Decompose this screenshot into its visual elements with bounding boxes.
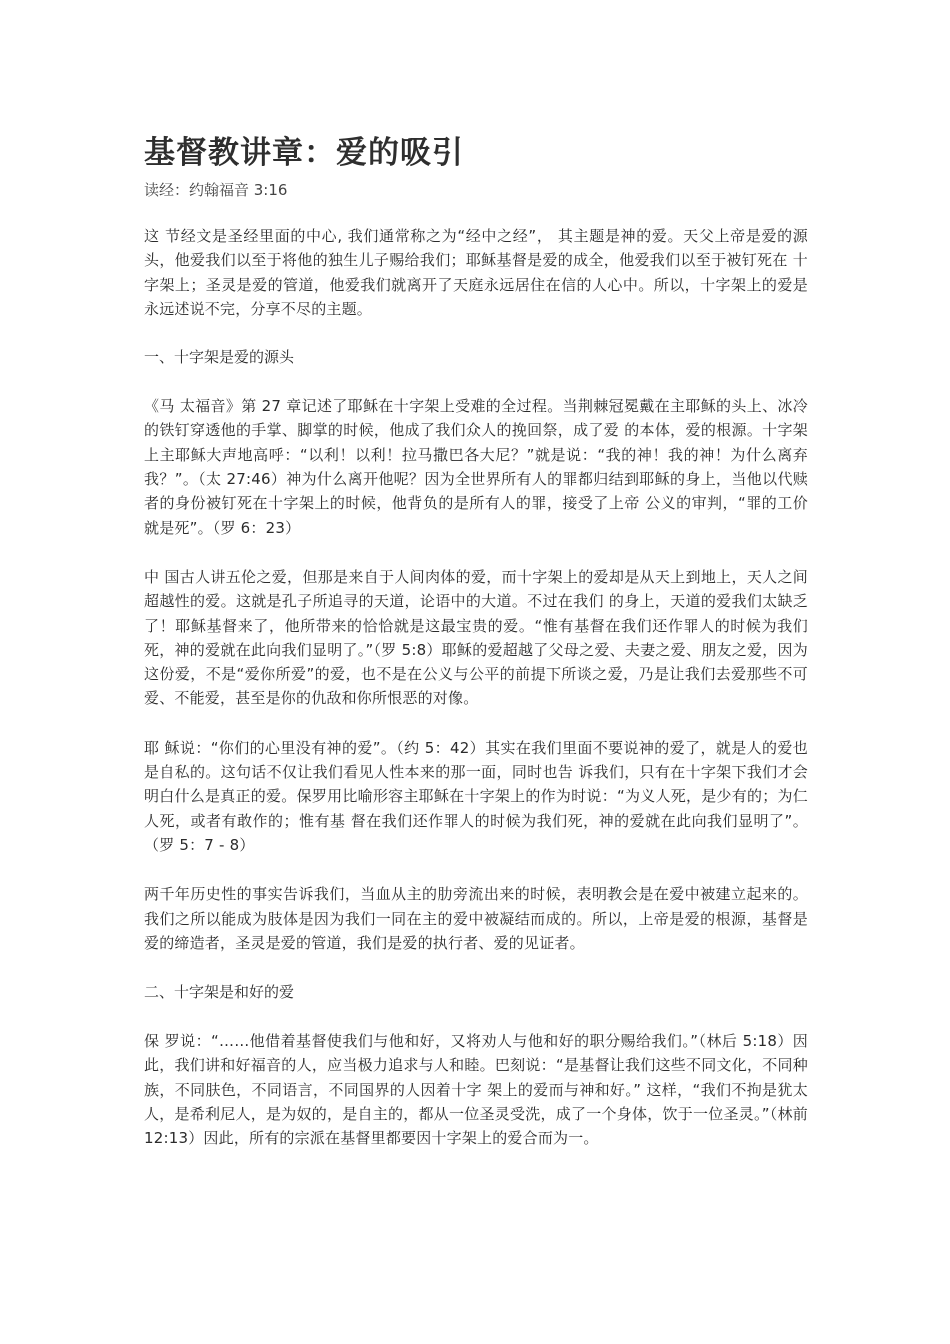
scripture-reading: 读经：约翰福音 3:16 (144, 181, 288, 199)
paragraph-body: 中 国古人讲五伦之爱，但那是来自于人间肉体的爱，而十字架上的爱却是从天上到地上，天人之间超越性的爱。这就是孔子所追寻的天道，论语中的大道。不过在我们 的身上，天道的爱我们太缺乏了！耶稣基督来了，他所带来的恰恰就是这最宝贵的爱。“惟有基督在我们还作罪人的时候为我们死，神的爱就在此向我们显明了。”（罗 5:8）耶稣的爱超越了父母之爱、夫妻之爱、朋友之爱，因为这份爱，不是“爱你所爱”的爱，也不是在公义与公平的前提下所谈之爱，乃是让我们去爱那些不可 爱、不能爱，甚至是你的仇敌和你所恨恶的对像。 (144, 567, 808, 708)
document-page (144, 134, 808, 1151)
page-title: 基督教讲章：爱的吸引 (144, 135, 464, 171)
paragraph-body: 两千年历史性的事实告诉我们，当血从主的肋旁流出来的时候，表明教会是在爱中被建立起来的。我们之所以能成为肢体是因为我们一同在主的爱中被凝结而成的。所以，上帝是爱的根源，基督是爱的缔造者，圣灵是爱的管道，我们是爱的执行者、爱的见证者。 (144, 885, 808, 952)
paragraph-body: 《马 太福音》第 27 章记述了耶稣在十字架上受难的全过程。当荆棘冠冕戴在主耶稣的头上、冰冷的铁钉穿透他的手掌、脚掌的时候，他成了我们众人的挽回祭，成了爱 的本体，爱的根源。十字架上主耶稣大声地高呼：“以利！以利！拉马撒巴各大尼？”就是说：“我的神！我的神！为什么离弃我？”。（太 27:46）神为什么离开他呢？因为全世界所有人的罪都归结到耶稣的身上，当他以代赎者的身份被钉死在十字架上的时候，他背负的是所有人的罪，接受了上帝 公义的审判，“罪的工价就是死”。（罗 6：23） (144, 397, 808, 537)
paragraph-intro: 这 节经文是圣经里面的中心, 我们通常称之为“经中之经”， 其主题是神的爱。天父上帝是爱的源头，他爱我们以至于将他的独生儿子赐给我们；耶稣基督是爱的成全，他爱我们以至于被钉死在 十字架上；圣灵是爱的管道，他爱我们就离开了天庭永远居住在信的人心中。所以，十字架上的爱是永远述说不完，分享不尽的主题。 (144, 227, 808, 318)
paragraph-body: 保 罗说：“……他借着基督使我们与他和好，又将劝人与他和好的职分赐给我们。”（林后 5:18）因此，我们讲和好福音的人，应当极力追求与人和睦。巴刻说：“是基督让我们这些不同文化，不同种族，不同肤色，不同语言，不同国界的人因着十字 架上的爱而与神和好。” 这样，“我们不拘是犹太人，是希利尼人，是为奴的，是自主的，都从一位圣灵受洗，成了一个身体，饮于一位圣灵。”（林前 12:13）因此，所有的宗派在基督里都要因十字架上的爱合而为一。 (144, 1032, 808, 1148)
section-heading-2: 二、十字架是和好的爱 (144, 983, 295, 1002)
section-heading-1: 一、十字架是爱的源头 (144, 348, 295, 367)
paragraph-body: 耶 稣说：“你们的心里没有神的爱”。（约 5：42）其实在我们里面不要说神的爱了，就是人的爱也是自私的。这句话不仅让我们看见人性本来的那一面，同时也告 诉我们，只有在十字架下我们才会明白什么是真正的爱。保罗用比喻形容主耶稣在十字架上的作为时说：“为义人死，是少有的；为仁人死，或者有敢作的；惟有基 督在我们还作罪人的时候为我们死，神的爱就在此向我们显明了”。（罗 5：7 - 8） (144, 738, 808, 854)
